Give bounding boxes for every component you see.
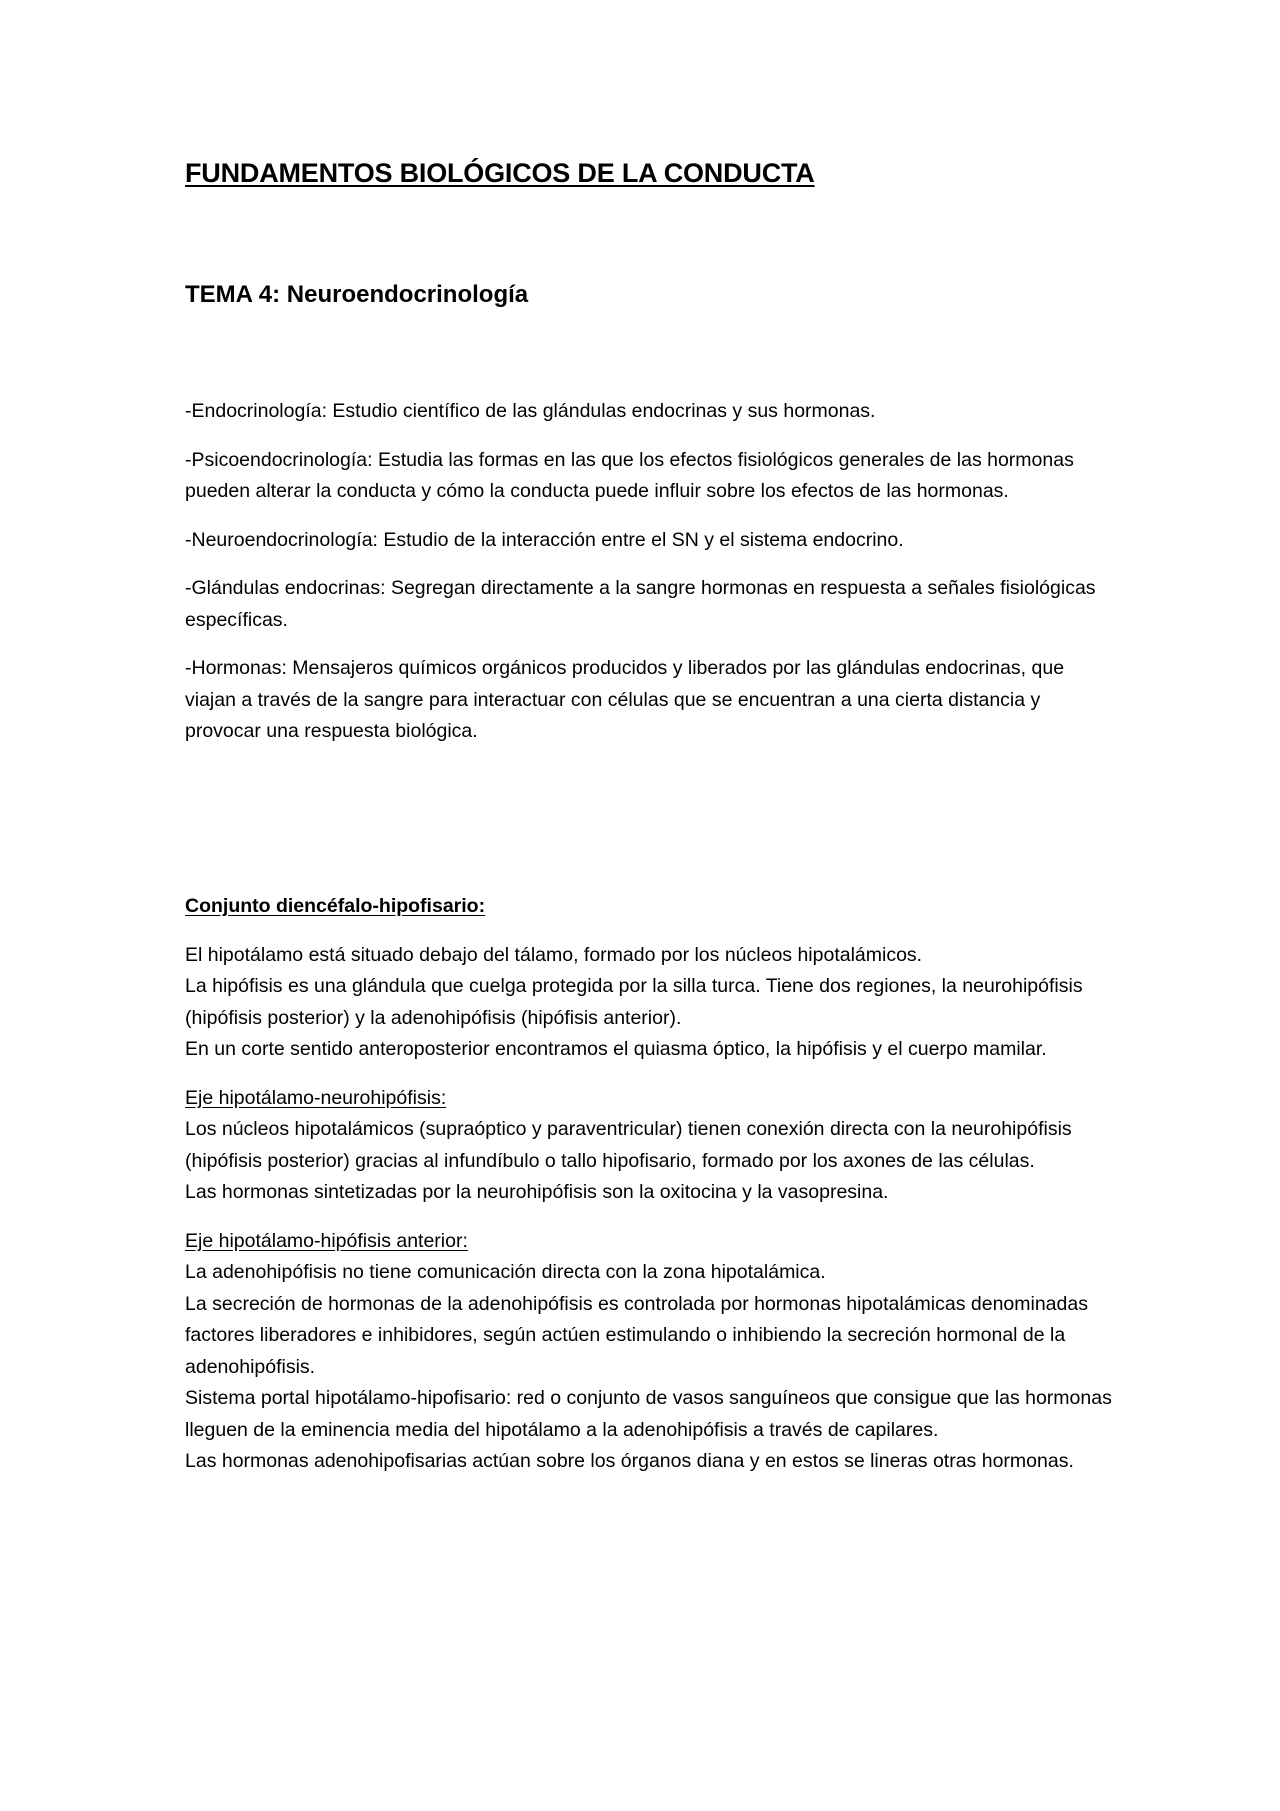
axis-adeno-line: Las hormonas adenohipofisarias actúan sobre los órganos diana y en estos se lineras otras hormonas. — [185, 1450, 1074, 1472]
topic-title: TEMA 4: Neuroendocrinología — [185, 281, 529, 308]
document-title: FUNDAMENTOS BIOLÓGICOS DE LA CONDUCTA — [185, 158, 815, 188]
definition-psicoendocrinologia: -Psicoendocrinología: Estudia las formas en las que los efectos fisiológicos generales de las hormonas pueden alterar la conducta y cómo la conducta puede influir sobre los efectos de las hormonas. — [185, 448, 1074, 502]
definitions-list — [185, 396, 1115, 765]
intro-line: En un corte sentido anteroposterior encontramos el quiasma óptico, la hipófisis y el cuerpo mamilar. — [185, 1038, 1047, 1060]
axis-adeno-heading: Eje hipotálamo-hipófisis anterior: — [185, 1229, 468, 1252]
axis-neuro-heading: Eje hipotálamo-neurohipófisis: — [185, 1086, 447, 1109]
section-heading: Conjunto diencéfalo-hipofisario: — [185, 895, 486, 917]
intro-block — [185, 940, 1115, 1066]
axis-neuro-line: Las hormonas sintetizadas por la neurohipófisis son la oxitocina y la vasopresina. — [185, 1181, 889, 1203]
definition-hormonas: -Hormonas: Mensajeros químicos orgánicos producidos y liberados por las glándulas endocrinas, que viajan a través de la sangre para interactuar con células que se encuentran a una cierta distancia y provocar una respuesta biológica. — [185, 657, 1065, 742]
intro-line: El hipotálamo está situado debajo del tálamo, formado por los núcleos hipotalámicos. — [185, 943, 923, 966]
axis-neuro-line: Los núcleos hipotalámicos (supraóptico y paraventricular) tienen conexión directa con la neurohipófisis (hipófisis posterior) gracias al infundíbulo o tallo hipofisario, formado por los axones de las células. — [185, 1118, 1072, 1172]
intro-line: La hipófisis es una glándula que cuelga protegida por la silla turca. Tiene dos regiones, la neurohipófisis (hipófisis posterior) y la adenohipófisis (hipófisis anterior). — [185, 975, 1083, 1029]
document-page — [185, 0, 1115, 1811]
definition-neuroendocrinologia: -Neuroendocrinología: Estudio de la interacción entre el SN y el sistema endocrino. — [185, 528, 904, 551]
axis-adeno-block — [185, 1226, 1115, 1478]
axis-adeno-line: La adenohipófisis no tiene comunicación directa con la zona hipotalámica. — [185, 1261, 826, 1283]
axis-adeno-line: Sistema portal hipotálamo-hipofisario: red o conjunto de vasos sanguíneos que consigue que las hormonas lleguen de la eminencia media del hipotálamo a la adenohipófisis a través de capilares. — [185, 1387, 1112, 1441]
section-diencefalo-hipofisario — [185, 891, 1115, 1495]
definition-glandulas-endocrinas: -Glándulas endocrinas: Segregan directamente a la sangre hormonas en respuesta a señales fisiológicas específicas. — [185, 577, 1096, 631]
axis-adeno-line: La secreción de hormonas de la adenohipófisis es controlada por hormonas hipotalámicas denominadas factores liberadores e inhibidores, según actúen estimulando o inhibiendo la secreción hormonal de la adenohipófisis. — [185, 1292, 1088, 1378]
axis-neuro-block — [185, 1083, 1115, 1209]
definition-endocrinologia: -Endocrinología: Estudio científico de las glándulas endocrinas y sus hormonas. — [185, 400, 876, 422]
